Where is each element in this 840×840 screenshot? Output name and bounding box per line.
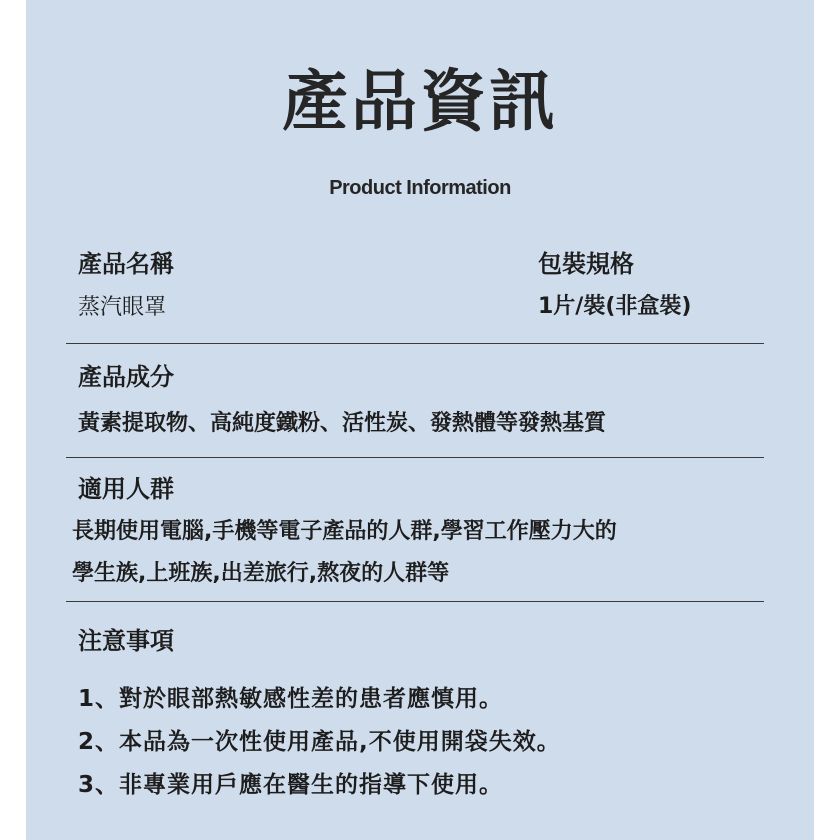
notes-item-3: 3、非專業用戶應在醫生的指導下使用。 xyxy=(78,772,504,798)
notes-item-2: 2、本品為一次性使用產品,不使用開袋失效。 xyxy=(78,729,561,755)
divider-1 xyxy=(66,343,764,344)
package-spec-value: 1片/裝(非盒裝) xyxy=(538,294,692,319)
divider-3 xyxy=(66,601,764,602)
notes-label: 注意事項 xyxy=(78,627,174,655)
target-group-line-2: 學生族,上班族,出差旅行,熬夜的人群等 xyxy=(72,561,450,586)
notes-list xyxy=(78,678,561,807)
page-subtitle: Product Information xyxy=(329,177,511,199)
ingredients-label: 產品成分 xyxy=(78,363,174,391)
product-name-value: 蒸汽眼罩 xyxy=(78,295,167,320)
divider-2 xyxy=(66,457,764,458)
notes-item-1: 1、對於眼部熱敏感性差的患者應慎用。 xyxy=(78,686,504,712)
ingredients-value: 黃素提取物、高純度鐵粉、活性炭、發熱體等發熱基質 xyxy=(78,411,607,436)
target-group-label: 適用人群 xyxy=(78,475,174,503)
package-spec-label: 包裝規格 xyxy=(538,250,634,278)
page-title: 產品資訊 xyxy=(282,63,558,140)
product-name-label: 產品名稱 xyxy=(78,250,174,278)
target-group-line-1: 長期使用電腦,手機等電子產品的人群,學習工作壓力大的 xyxy=(72,519,617,544)
